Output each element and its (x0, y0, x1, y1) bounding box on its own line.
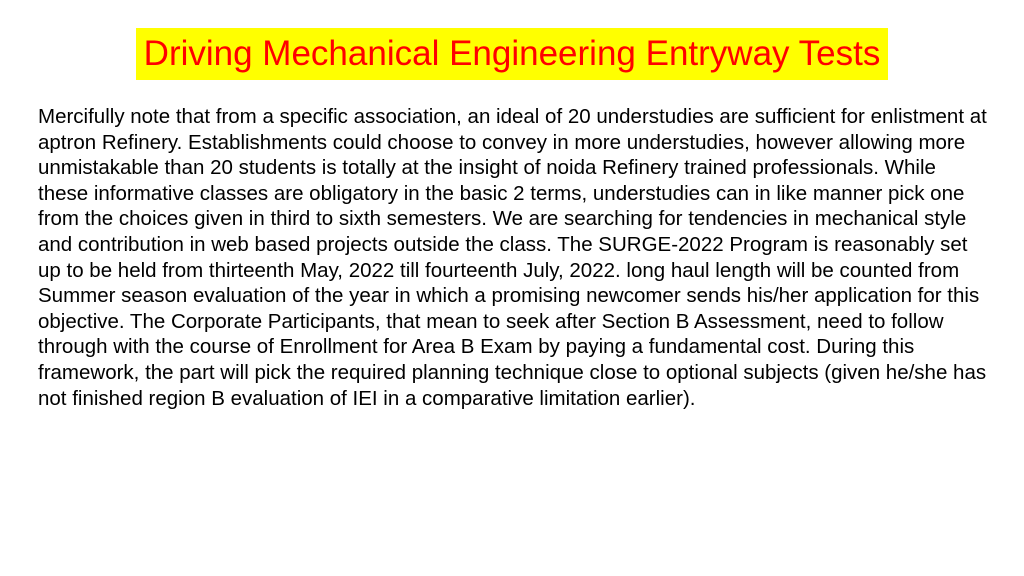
title-container (0, 28, 1024, 80)
slide-title: Driving Mechanical Engineering Entryway Tests (136, 28, 889, 80)
slide-body-text: Mercifully note that from a specific association, an ideal of 20 understudies are sufficient for enlistment at aptron Refinery. Establishments could choose to convey in more understudies, however allowing more unmistakable than 20 students is totally at the insight of noida Refinery trained professionals. While these informative classes are obligatory in the basic 2 terms, understudies can in like manner pick one from the choices given in third to sixth semesters. We are searching for tendencies in mechanical style and contribution in web based projects outside the class. The SURGE-2022 Program is reasonably set up to be held from thirteenth May, 2022 till fourteenth July, 2022. long haul length will be counted from Summer season evaluation of the year in which a promising newcomer sends his/her application for this objective. The Corporate Participants, that mean to seek after Section B Assessment, need to follow through with the course of Enrollment for Area B Exam by paying a fundamental cost. During this framework, the part will pick the required planning technique close to optional subjects (given he/she has not finished region B evaluation of IEI in a comparative limitation earlier). (38, 105, 987, 410)
